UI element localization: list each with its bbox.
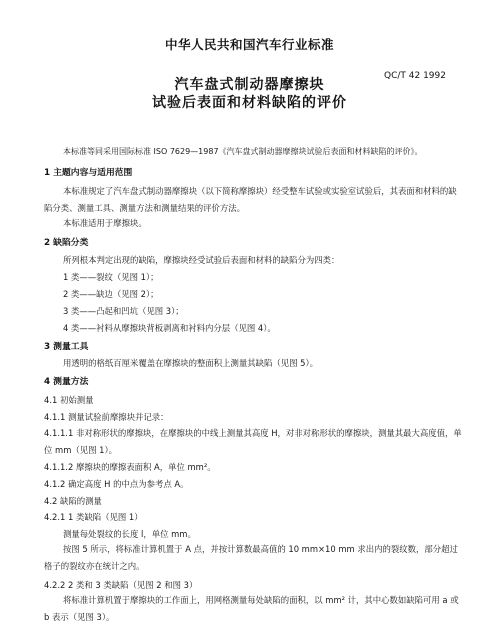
section-3-paragraph: 用透明的格纸百厘米覆盖在摩擦块的整面积上测量其缺陷（见图 5）。	[63, 358, 319, 368]
defect-class-item: 1 类——裂纹（见图 1）；	[63, 272, 159, 282]
section-3-heading: 3 测量工具	[44, 342, 89, 352]
clause-4-1-1: 4.1.1 测量试验前摩擦块并记录：	[44, 412, 169, 422]
clause-4-1-2: 4.1.2 确定高度 H 的中点为参考点 A。	[44, 479, 189, 489]
clause-4-2-2: 4.2.2 2 类和 3 类缺陷（见图 2 和图 3）	[44, 580, 198, 590]
standard-title: 中华人民共和国汽车行业标准	[164, 37, 334, 52]
section-1-applicability: 本标准适用于摩擦块。	[63, 218, 147, 228]
section-2-intro: 所列根本判定出现的缺陷，摩擦块经受试验后表面和材料的缺陷分为四类：	[63, 255, 340, 265]
standard-code: QC/T 42 1992	[384, 71, 446, 81]
section-2-heading: 2 缺陷分类	[44, 238, 89, 248]
section-1-heading: 1 主题内容与适用范围	[44, 168, 133, 178]
defect-class-item: 4 类——衬料从摩擦块背板剥离和衬料内分层（见图 4）。	[63, 323, 276, 333]
defect-class-item: 2 类——缺边（见图 2）；	[63, 289, 159, 299]
clause-4-2-1-text: 测量每处裂纹的长度 l，单位 mm。	[63, 529, 196, 539]
document-title-line2: 试验后表面和材料缺陷的评价	[152, 95, 347, 111]
clause-4-2-1-procedure: 按图 5 所示，将标准计算机置于 A 点，并按计算数最高值的 10 mm×10 mm 求出内的裂纹数，部分超过格子的裂纹亦在统计之内。	[44, 544, 458, 571]
defect-class-item: 3 类——凸起和凹坑（见图 3）；	[63, 306, 184, 316]
clause-4-2-1: 4.2.1 1 类缺陷（见图 1）	[44, 512, 143, 522]
clause-4-1: 4.1 初始测量	[44, 395, 94, 405]
clause-4-2: 4.2 缺陷的测量	[44, 496, 102, 506]
section-1-paragraph: 本标准规定了汽车盘式制动器摩擦块（以下简称摩擦块）经受整车试验或实验室试验后，其表面和材料的缺陷分类、测量工具、测量方法和测量结果的评价方法。	[44, 186, 457, 213]
document-title-line1: 汽车盘式制动器摩擦块	[174, 77, 325, 93]
section-4-heading: 4 测量方法	[44, 377, 89, 387]
clause-4-2-2-procedure: 将标准计算机置于摩擦块的工作面上，用网格测量每处缺陷的面积，以 mm² 计，其中心数如缺陷可用 a 或 b 表示（见图 3）。	[44, 595, 459, 622]
clause-4-1-1-2: 4.1.1.2 摩擦块的摩擦表面积 A，单位 mm²。	[44, 462, 216, 472]
intro-paragraph: 本标准等同采用国际标准 ISO 7629—1987《汽车盘式制动器摩擦块试验后表面和材料缺陷的评价》。	[63, 147, 423, 156]
clause-4-1-1-1: 4.1.1.1 非对称形状的摩擦块，在摩擦块的中线上测量其高度 H，对非对称形状的摩擦块，测量其最大高度值，单位 mm（见图 1）。	[44, 428, 462, 455]
